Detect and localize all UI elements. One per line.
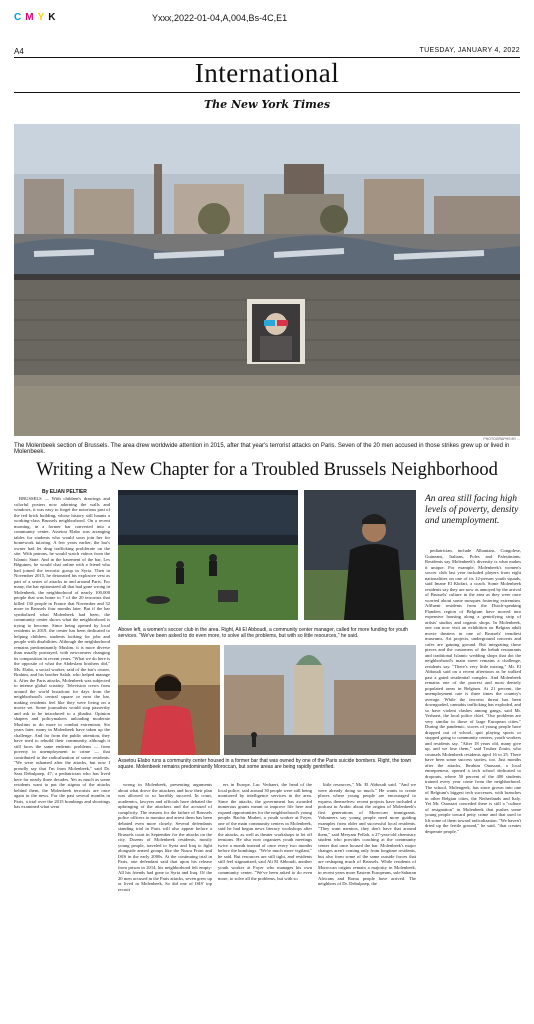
column-5-text: pediatrician, include Albanians, Congolese, Guineans, Italians, Poles and Palestinians. Residents say Molenbeek's diversity is what makes it unique. For example, Molenbeek's women's soccer club last year included players from eight nationalities on one of its 12-person youth squads, said Imane El Khifari, a coach. Some Molenbeek residents say they are now as annoyed by the arrival of Brussels' culture in the area as they were once worried about some mosques fostering extremism. Affluent residents from the Dutch-speaking Flanders region of Belgium have moved into expensive housing along a gentrifying strip of artists' studios and organic shops. In Molenbeek, one can now visit an exhibition on Belgian adult movie theaters in one of Brussels' trendiest museums. Art projects, underground concerts and cafes are gaining ground. But integrating those pieces and the customers of the kebab restaurants and traditional Islamic wedding shops that dot the neighborhood's main street remains a challenge, residents say. "There's very little mixing," Mr. El Abboudi said on a recent afternoon as he walked past a gated residential complex. And Molenbeek remains one of the poorest and most densely populated areas in Belgium. At 21 percent, the unemployment rate is three times the country's average. While the terrorist threat has been downgraded, cannabis trafficking has exploded, and so have violent clashes among gangs, said Mr. Verhaert, the local police chief. "Our problems are very similar to those of large European cities." During the pandemic, scores of young people have dropped out of school, quit playing sports or stopped going to community centers, youth workers and residents say. "After 18 years old, many give up, and we lose them," said Touhra Zouin, who counsels Molenbeek residents aged 16 to 25. There have been some success stories, too. Just months after the attacks, Ibrahim Ouassari, a local entrepreneur, opened a tech school dedicated to dropouts, where 50 percent of the 400 students trained every year come from the neighborhood. The school, Molengeek, has since grown into one of Belgium's biggest tech successes, with branches in other Belgian cities, the Netherlands and Italy. Yet Mr. Ouassari conceded there is still a "culture of resignation" in Molenbeek that pushes some young people toward petty crime and that used to lift some of them toward radicalization. "We haven't dried up the fertile ground," he said, "that creates desperate people." <box>425 548 521 834</box>
article-column-2 <box>118 782 212 1012</box>
molenbeek-canal-photo <box>14 124 520 436</box>
article-column-1 <box>14 496 110 1010</box>
cmyk-k: K <box>48 12 60 23</box>
portrait-illustration <box>304 490 416 620</box>
article-column-4 <box>318 782 416 1012</box>
cmyk-c: C <box>14 12 26 23</box>
article-column-5 <box>425 548 521 1012</box>
town-square-photo <box>224 645 416 755</box>
pull-quote: An area still facing high levels of poverty, density and unemployment. <box>425 494 519 526</box>
page-number: A4 <box>14 47 24 56</box>
column-3-text: ers in Europe. Luc Verhaert, the head of the local police, said around 30 people were still being monitored by intelligence services in the area. Since the attacks, the government has awarded numerous grants meant to improve life here and expand opportunities for the neighborhood's young people. Bachir Mrabet, a youth worker at Foyer, one of the main community centers in Molenbeek, said he had begun news literacy workshops after the attacks, as well as theater workshops to let off tensions. He also now organizes youth meetings twice a month instead of once every two months before the bombings. "We're much more vigilant," he said. But resources are still tight, and residents still feel stigmatized, said Ali El Abboudi, another youth worker at Foyer who manages his own community center. "We've been asked to do even more, to solve all the problems, but with so <box>218 782 312 881</box>
square-illustration <box>224 645 416 755</box>
cmyk-y: Y <box>37 12 49 23</box>
main-photo-caption: The Molenbeek section of Brussels. The area drew worldwide attention in 2015, after that year's terrorist attacks on Paris. Seven of the 20 men accused in those strikes grew up or lived in Molenbeek. <box>14 443 510 455</box>
assetou-elabo-photo <box>118 645 220 755</box>
issue-date: TUESDAY, JANUARY 4, 2022 <box>419 47 520 54</box>
article-column-3 <box>218 782 312 1012</box>
masthead-logo: The New York Times <box>203 98 331 111</box>
byline: By ELIAN PELTIER <box>42 489 87 495</box>
elabo-illustration <box>118 645 220 755</box>
column-4-text: little resources," Mr. El Abboudi said. "And we were already doing so much." He wants to create places where young people are encouraged to express themselves; recent projects have included a podcast in Arabic about the origins of Molenbeek's first generations of Moroccan immigrants. Volunteers say young people need more guiding examples from older and successful local residents. "They want mentors, they don't have that around them," said Meryam Fellah, a 27-year-old chemistry student who provides coaching at the community center that once housed the bar. Molenbeek's major changes aren't coming only from longtime residents, but also from some of the same outside forces that are reshaping much of Brussels. While residents of Moroccan origins remain a majority in Molenbeek, in recent years more Eastern Europeans, sub-Saharan Africans and Roma people have arrived. The neighbors of Dr. Debulpaep, the <box>318 782 416 886</box>
section-rule <box>14 92 520 93</box>
print-slug: Yxxx,2022-01-04,A,004,Bs-4C,E1 <box>152 13 288 23</box>
section-title: International <box>194 58 340 88</box>
column-2-text: wrong in Molenbeek, presenting arguments about what drove the attackers and how their plan was allowed to so horribly succeed. In court, academics, lawyers and officials have debated the upbringing of the attackers and the accused of complicity. The reasons for the failure of Brussels police officers to monitor and arrest them has been debated even more closely. Several defendants standing trial in Paris will also appear before a Brussels court in September for the attacks on the city. Dozens of Molenbeek residents, mostly young people, traveled to Syria and Iraq to fight alongside armed groups like the Nusra Front and ISIS in the early 2000s. At the continuing trial in Paris, one defendant said that upon his release from prison in 2014, his neighborhood felt empty: All his friends had gone to Syria and Iraq. Of the 20 men accused in the Paris attacks, seven grew up or lived in Molenbeek. So did one of ISIS' top recruit <box>118 782 212 892</box>
canal-illustration <box>14 124 520 436</box>
ali-el-abboudi-photo <box>304 490 416 620</box>
article-headline: Writing a New Chapter for a Troubled Brussels Neighborhood <box>36 460 498 480</box>
column-1-text: BRUSSELS — With children's drawings and colorful posters now adorning the walls and windows, it was easy to forget the notorious past of the red brick building, whose history still haunts a working-class Brussels neighborhood. On a recent morning, in a former bar converted into a community center, Assetou Elabo was arranging tables for students who would soon join her for homework tutoring. A few years earlier, the bar's owner had let drug trafficking proliferate on the site. With patrons, he would watch videos from the Islamic State. And in the basement of the bar, Les Béguines, he would chat online with a friend who had joined the terrorist group in Syria. Then in November 2015, he detonated his explosive vest as part of a series of attacks in and around Paris. For many, the bar epitomized all that had gone wrong in Molenbeek, the neighborhood of nearly 100,000 people that was home to 7 of the 20 terrorists that killed 130 people in France that November and 32 more in Brussels four months later. But if the bar symbolized what Molenbeek had been, the community center shows what the neighborhood is trying to become. Since being opened by local residents in 2019, the center has been dedicated to helping children, students looking for jobs and people with disabilities. Although the neighborhood remains predominantly Muslim, it is more diverse than usually portrayed, with newcomers changing its composition in recent years. "What we do here is the opposite of what the Abdeslam brothers did," Ms. Elabo, a social worker, said of the bar's owner, Brahim, and his brother Salah, who helped manage it. After the Paris attacks, Molenbeek was subjected to intense global scrutiny. Television crews from around the world broadcast for days from the neighborhood's central square or near the bar, making residents feel like they were living on a movie set. Some journalists would stop passersby and ask to be introduced to a jihadist. Opinion shapers and policymakers unloading moderate Muslims to do more to combat extremism. Six years later, many in Molenbeek have taken up the challenge. And far from the public attention, they have tried to rebuild their community, although it still faces the same endemic problems — from poverty to unemployment to crime — that contributed to the radicalization of some residents. "We were ashamed after the attacks, but now I proudly say that I'm from Molenbeek," said Dr. Sara Debulpaep, 47, a pediatrician who has lived here for nearly three decades. Yet as much as some residents want to put the stigma of the attacks behind them, the Molenbeek terrorists are once again in the news. For the past several months in Paris, a trial over the 2015 bombings and shootings has examined what went <box>14 496 110 809</box>
elabo-photo-caption: Assetou Elabo runs a community center housed in a former bar that was owned by one of the Paris suicide bombers. Right, the town square. Molenbeek remains predominantly Moroccan, but some areas are being rapidly gentrified. <box>118 758 412 770</box>
soccer-photo-caption: Above left, a women's soccer club in the area. Right, Ali El Abboudi, a community center manager, called for more funding for youth services. "We've been asked to do even more, to solve all the problems, but with so little resources," he said. <box>118 627 408 639</box>
cmyk-registration-marks <box>14 12 59 23</box>
womens-soccer-photo <box>118 490 298 620</box>
soccer-illustration <box>118 490 298 620</box>
cmyk-m: M <box>25 12 38 23</box>
photo-credit: PHOTOGRAPHS BY ... <box>483 437 520 441</box>
